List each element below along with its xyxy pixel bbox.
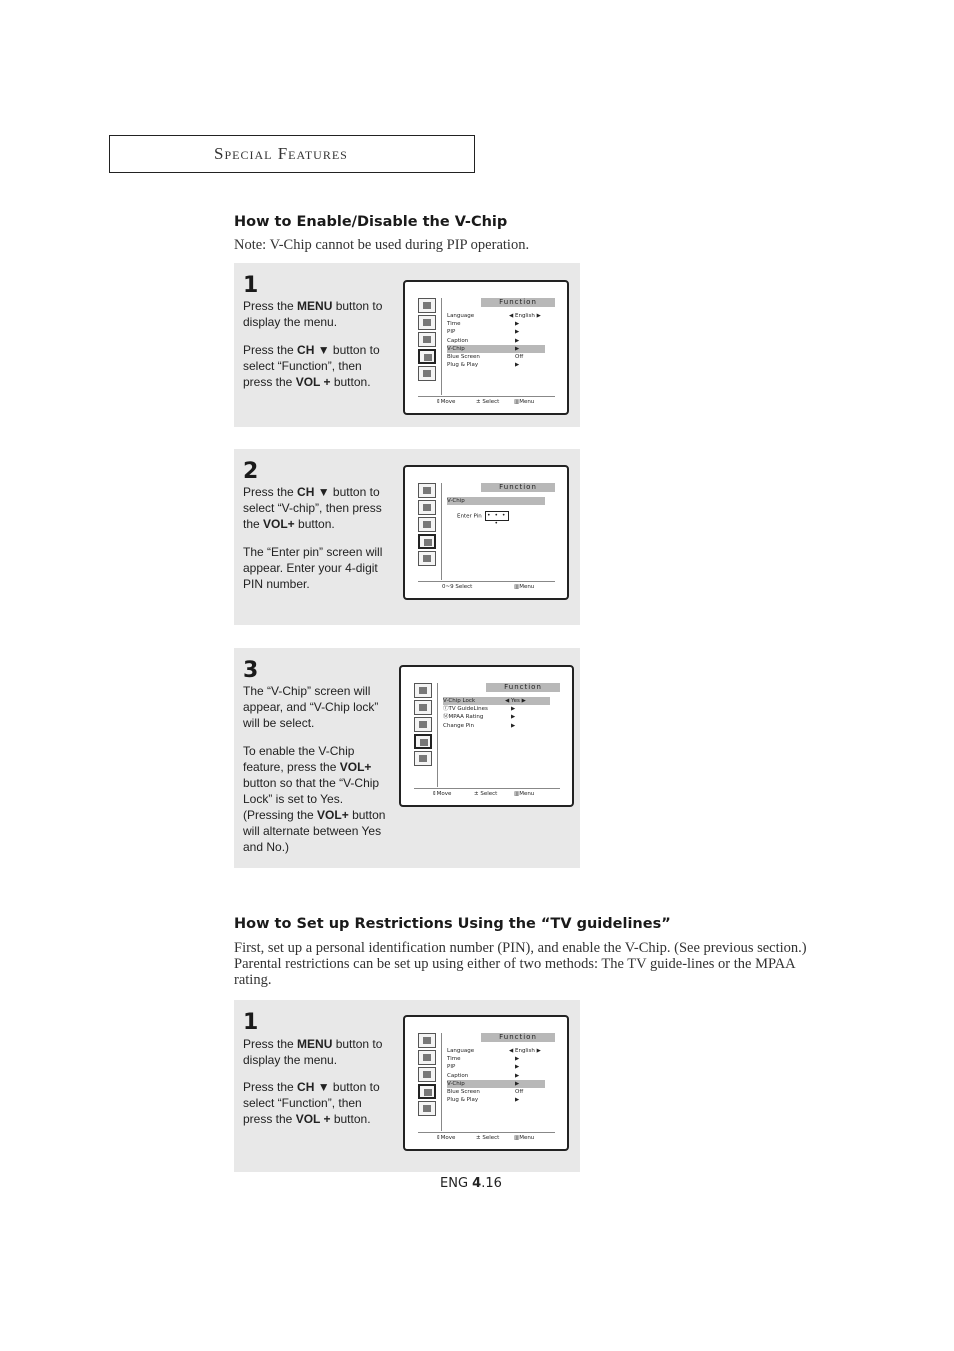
- step-box-2: [234, 449, 580, 625]
- tv-screen-vchip: [399, 665, 574, 807]
- menu-list: [443, 697, 550, 730]
- tv-menu-panel: [441, 1033, 555, 1131]
- menu-item: Caption ▶: [447, 1072, 520, 1079]
- picture-icon: [418, 298, 436, 313]
- tv-side-icons: [414, 683, 434, 768]
- vchip-note: Note: V-Chip cannot be used during PIP operation.: [234, 237, 530, 253]
- section-header-title: Special Features: [214, 144, 348, 163]
- tv-menu-panel: [441, 483, 555, 580]
- pin-entry-row: Enter Pin • • • •: [447, 511, 545, 519]
- tv-menu-panel: [437, 683, 560, 787]
- tv-menu-footer: ⇕Move ± Select ▥Menu: [418, 1132, 555, 1143]
- menu-item: ⓂMPAA Rating ▶: [443, 714, 516, 721]
- tv-menu-footer: 0~9 Select ▥Menu: [418, 581, 555, 592]
- menu-heading: V-Chip: [447, 497, 545, 505]
- menu-item-selected: V-Chip Lock ◀ Yes ▶: [443, 697, 550, 705]
- menu-item: Time ▶: [447, 1056, 520, 1063]
- menu-item: Plug & Play ▶: [447, 1097, 520, 1104]
- menu-list: [447, 312, 545, 369]
- step-number: 2: [243, 459, 259, 484]
- tv-side-icons: [418, 298, 438, 383]
- function-icon: [418, 534, 436, 549]
- step-instructions: Press the CH ▼ button to select “V-chip”, then press the VOL+ button. The “Enter pin” screen will appear. Enter your 4-digit PIN number.: [243, 485, 383, 591]
- setup-icon: [414, 751, 432, 766]
- tv-screen-enter-pin: [403, 465, 569, 600]
- sound-icon: [418, 315, 436, 330]
- sound-icon: [418, 500, 436, 515]
- function-icon: [418, 1084, 436, 1099]
- picture-icon: [418, 1033, 436, 1048]
- tv-guidelines-intro: First, set up a personal identification number (PIN), and enable the V-Chip. (See previous section.) Parental restrictions can be set up using either of two methods: The TV guide-lines or the MPAA rating.: [234, 940, 807, 988]
- function-icon: [414, 734, 432, 749]
- menu-item: ⓉTV GuideLines ▶: [443, 706, 516, 713]
- picture-icon: [418, 483, 436, 498]
- step-box-3: [234, 648, 580, 868]
- menu-item: Blue Screen Off: [447, 1088, 524, 1095]
- channel-icon: [418, 517, 436, 532]
- tv-side-icons: [418, 1033, 438, 1118]
- step-instructions: Press the MENU button to display the menu. Press the CH ▼ button to select “Function”, then press the VOL + button.: [243, 1037, 383, 1126]
- step-number: 1: [243, 273, 259, 298]
- channel-icon: [418, 332, 436, 347]
- step-number: 3: [243, 658, 259, 683]
- menu-item: PIP ▶: [447, 1064, 520, 1071]
- picture-icon: [414, 683, 432, 698]
- setup-icon: [418, 366, 436, 381]
- setup-icon: [418, 551, 436, 566]
- channel-icon: [414, 717, 432, 732]
- menu-title: Function: [481, 483, 555, 492]
- step-instructions: The “V-Chip” screen will appear, and “V-Chip lock” will be select. To enable the V-Chip feature, press the VOL+ button so that the “V-Chip Lock” is set to Yes. (Pressing the VOL+ button will alternate between Yes and No.): [243, 684, 386, 854]
- sound-icon: [418, 1050, 436, 1065]
- section-header-box: [109, 135, 475, 173]
- tv-menu-panel: [441, 298, 555, 395]
- pin-field: • • • •: [485, 511, 509, 521]
- tv-menu-footer: ⇕Move ± Select ▥Menu: [414, 788, 560, 799]
- menu-item: Language ◀ English ▶: [447, 313, 541, 319]
- menu-item-selected: V-Chip ▶: [447, 345, 545, 353]
- tv-menu-footer: ⇕Move ± Select ▥Menu: [418, 396, 555, 407]
- menu-item: Plug & Play ▶: [447, 362, 520, 369]
- menu-item: Caption ▶: [447, 337, 520, 344]
- step-number: 1: [243, 1010, 259, 1035]
- menu-item: Change Pin ▶: [443, 722, 516, 729]
- menu-item: Language ◀ English ▶: [447, 1048, 541, 1054]
- menu-item: Time ▶: [447, 321, 520, 328]
- page-number: ENG 4.16: [440, 1176, 502, 1191]
- menu-list: [447, 1047, 545, 1104]
- tv-side-icons: [418, 483, 438, 568]
- channel-icon: [418, 1067, 436, 1082]
- section-title-tv-guidelines: How to Set up Restrictions Using the “TV guidelines”: [234, 916, 671, 932]
- menu-title: Function: [481, 1033, 555, 1042]
- tv-screen-function-menu: [403, 280, 569, 415]
- menu-item: Blue Screen Off: [447, 353, 524, 360]
- step-box-guidelines-1: [234, 1000, 580, 1172]
- step-box-1: [234, 263, 580, 427]
- sound-icon: [414, 700, 432, 715]
- step-instructions: Press the MENU button to display the menu. Press the CH ▼ button to select “Function”, then press the VOL + button.: [243, 299, 383, 389]
- menu-list: [447, 497, 545, 528]
- tv-screen-function-menu: [403, 1015, 569, 1151]
- menu-item: PIP ▶: [447, 329, 520, 336]
- menu-item-selected: V-Chip ▶: [447, 1080, 545, 1088]
- section-title-vchip: How to Enable/Disable the V-Chip: [234, 214, 508, 230]
- menu-title: Function: [486, 683, 560, 692]
- setup-icon: [418, 1101, 436, 1116]
- function-icon: [418, 349, 436, 364]
- menu-title: Function: [481, 298, 555, 307]
